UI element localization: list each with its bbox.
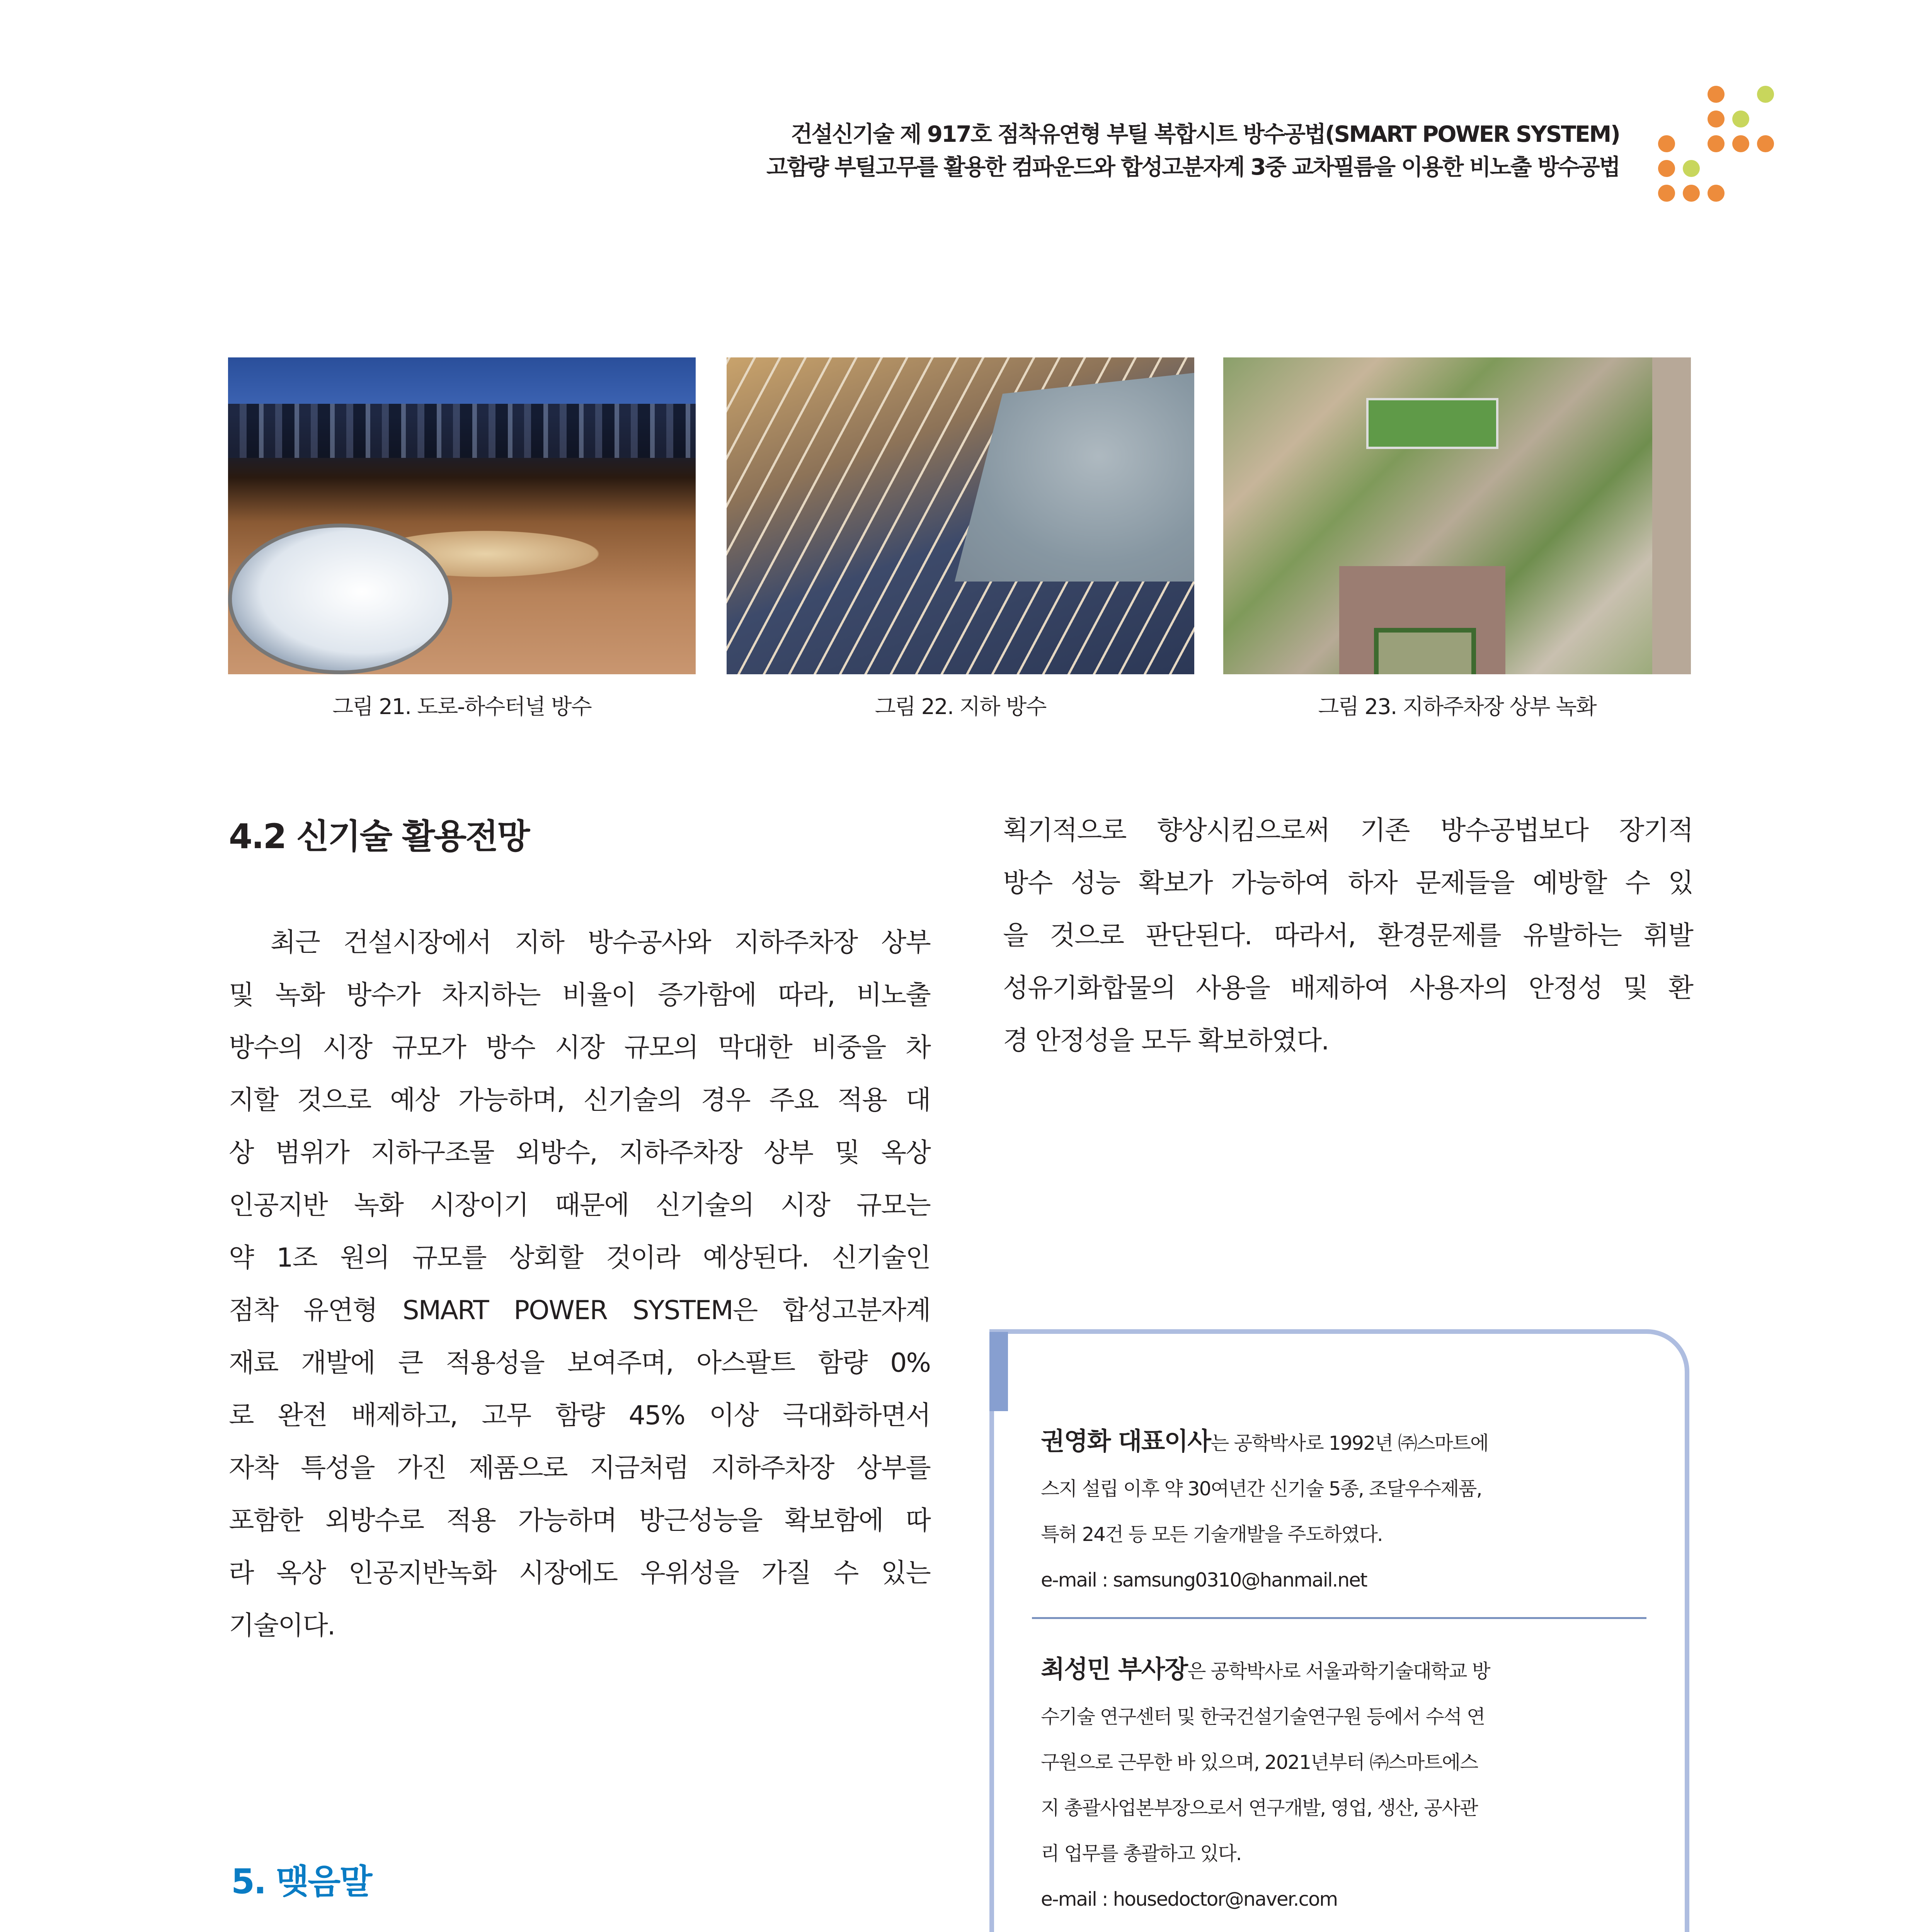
text-line: 방수의 시장 규모가 방수 시장 규모의 막대한 비중을 차 (229, 1032, 930, 1063)
apartment-building (1652, 357, 1691, 674)
tunnel-cross-section (228, 524, 452, 674)
decorative-dot-pattern-icon (1658, 86, 1786, 213)
text-line: 라 옥상 인공지반녹화 시장에도 우위성을 가질 수 있는 (229, 1558, 930, 1588)
text-line: 재료 개발에 큰 적용성을 보여주며, 아스팔트 함량 0% (229, 1348, 930, 1378)
text-line: 상 범위가 지하구조물 외방수, 지하주차장 상부 및 옥상 (229, 1138, 930, 1168)
dot-orange (1757, 135, 1774, 152)
dot-orange (1658, 160, 1675, 177)
dot-orange (1708, 185, 1725, 202)
author-bio-1 (1041, 1419, 1667, 1603)
author-1-bio-line: 특허 24건 등 모든 기술개발을 주도하였다. (1041, 1523, 1382, 1546)
section-5-body-continued (1003, 804, 1693, 1067)
text-line: 을 것으로 판단된다. 따라서, 환경문제를 유발하는 휘발 (1003, 920, 1693, 951)
author-1-bio-text: 는 공학박사로 1992년 ㈜스마트에 (1210, 1432, 1488, 1454)
author-bio-2-first-line (1041, 1647, 1667, 1694)
figure-22-image (727, 357, 1194, 674)
figure-23-caption: 그림 23. 지하주차장 상부 녹화 (1318, 694, 1596, 719)
text-line: 경 안정성을 모두 확보하였다. (1003, 1026, 1329, 1056)
author-2-bio-line: 지 총괄사업본부장으로서 연구개발, 영업, 생산, 공사관 (1041, 1797, 1478, 1819)
author-2-name: 최성민 부사장 (1041, 1655, 1188, 1684)
author-1-email[interactable]: e-mail : samsung0310@hanmail.net (1041, 1569, 1367, 1591)
section-4-2-body (229, 917, 930, 1652)
fountain (1374, 628, 1476, 674)
text-line: 포함한 외방수로 적용 가능하며 방근성능을 확보함에 따 (229, 1505, 930, 1536)
concrete-pour-area (955, 373, 1194, 582)
author-1-bio-line: 스지 설립 이후 약 30여년간 신기술 5종, 조달우수제품, (1041, 1478, 1482, 1500)
figure-23-image (1223, 357, 1691, 674)
figure-22-caption: 그림 22. 지하 방수 (875, 694, 1046, 719)
text-line: 방수 성능 확보가 가능하여 하자 문제들을 예방할 수 있 (1003, 868, 1693, 898)
dot-orange (1683, 185, 1700, 202)
author-2-bio-line: 수기술 연구센터 및 한국건설기술연구원 등에서 수석 연 (1041, 1706, 1485, 1728)
running-header-line-2: 고함량 부틸고무를 활용한 컴파운드와 합성고분자계 3중 교차필름을 이용한 비노출 방수공법 (766, 154, 1619, 180)
text-line: 및 녹화 방수가 차지하는 비율이 증가함에 따라, 비노출 (229, 980, 930, 1010)
section-heading-5: 5. 맺음말 (231, 1862, 371, 1901)
text-line: 성유기화합물의 사용을 배제하여 사용자의 안정성 및 환 (1003, 973, 1693, 1003)
text-line: 기술이다. (229, 1611, 335, 1641)
text-line: 자착 특성을 가진 제품으로 지금처럼 지하주차장 상부를 (229, 1453, 930, 1483)
text-line: 약 1조 원의 규모를 상회할 것이라 예상된다. 신기술인 (229, 1243, 930, 1273)
dot-green (1683, 160, 1700, 177)
text-line: 인공지반 녹화 시장이기 때문에 신기술의 시장 규모는 (229, 1190, 930, 1221)
author-2-bio-line: 리 업무를 총괄하고 있다. (1041, 1842, 1241, 1865)
city-skyline (228, 404, 696, 458)
dot-green (1732, 111, 1749, 128)
text-line: 점착 유연형 SMART POWER SYSTEM은 합성고분자계 (229, 1295, 930, 1326)
dot-orange (1732, 135, 1749, 152)
text-line: 획기적으로 향상시킴으로써 기존 방수공법보다 장기적 (1003, 815, 1693, 846)
section-heading-4-2: 4.2 신기술 활용전망 (229, 816, 529, 856)
author-2-email[interactable]: e-mail : housedoctor@naver.com (1041, 1888, 1338, 1910)
dot-green (1757, 86, 1774, 103)
dot-orange (1658, 135, 1675, 152)
text-line: 로 완전 배제하고, 고무 함량 45% 이상 극대화하면서 (229, 1400, 930, 1431)
author-bio-2 (1041, 1647, 1667, 1922)
running-header-line-1: 건설신기술 제 917호 점착유연형 부틸 복합시트 방수공법(SMART POWER SYSTEM) (791, 121, 1619, 147)
author-2-bio-text: 은 공학박사로 서울과학기술대학교 방 (1187, 1660, 1490, 1682)
author-box-accent-bar (989, 1332, 1008, 1411)
dot-orange (1708, 111, 1725, 128)
figure-21-image (228, 357, 696, 674)
author-divider (1032, 1617, 1646, 1619)
dot-orange (1658, 185, 1675, 202)
dot-orange (1708, 86, 1725, 103)
figure-21-caption: 그림 21. 도로-하수터널 방수 (332, 694, 591, 719)
author-1-name: 권영화 대표이사 (1041, 1427, 1211, 1456)
text-line: 최근 건설시장에서 지하 방수공사와 지하주차장 상부 (229, 927, 930, 958)
author-2-bio-line: 구원으로 근무한 바 있으며, 2021년부터 ㈜스마트에스 (1041, 1751, 1478, 1774)
text-line: 지할 것으로 예상 가능하며, 신기술의 경우 주요 적용 대 (229, 1085, 930, 1116)
dot-orange (1708, 135, 1725, 152)
sports-court (1366, 398, 1498, 449)
author-bio-1-first-line (1041, 1419, 1667, 1466)
